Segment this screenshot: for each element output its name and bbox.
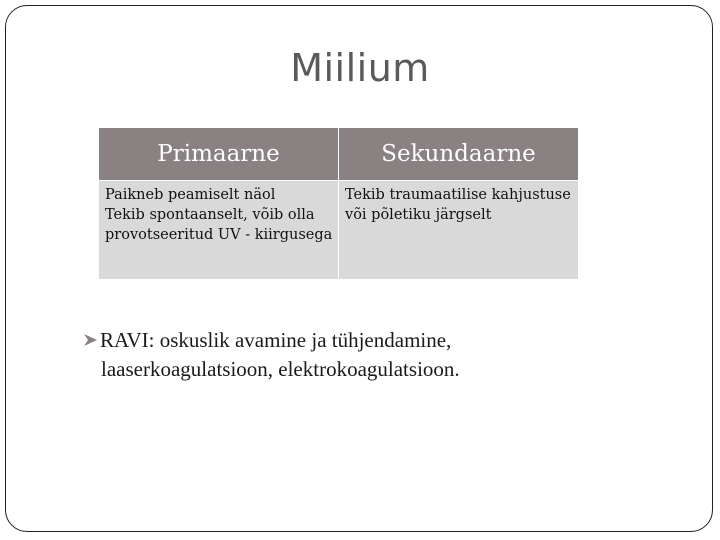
bullet-arrow-icon: [82, 331, 100, 349]
cell-text-line: Tekib spontaanselt, võib olla: [105, 207, 315, 223]
bullet-item: [82, 326, 622, 384]
header-secondary: Sekundaarne: [339, 128, 579, 181]
cell-text-line: või põletiku järgselt: [345, 207, 492, 223]
table-header-row: [99, 128, 579, 181]
cell-primary: [99, 181, 339, 280]
cell-secondary: [339, 181, 579, 280]
table-row: [99, 181, 579, 280]
cell-text-line: Tekib traumaatilise kahjustuse: [345, 187, 571, 203]
cell-text-line: Paikneb peamiselt näol: [105, 187, 276, 203]
slide-title: Miilium: [290, 46, 430, 90]
bullet-text-line2: laaserkoagulatsioon, elektrokoagulatsioon.: [101, 357, 460, 381]
bullet-line-first: [82, 326, 622, 355]
cell-text-line: provotseeritud UV - kiirgusega: [105, 227, 333, 243]
header-primary: Primaarne: [99, 128, 339, 181]
comparison-table: [98, 127, 579, 280]
bullet-text-line1: RAVI: oskuslik avamine ja tühjendamine,: [100, 328, 452, 352]
